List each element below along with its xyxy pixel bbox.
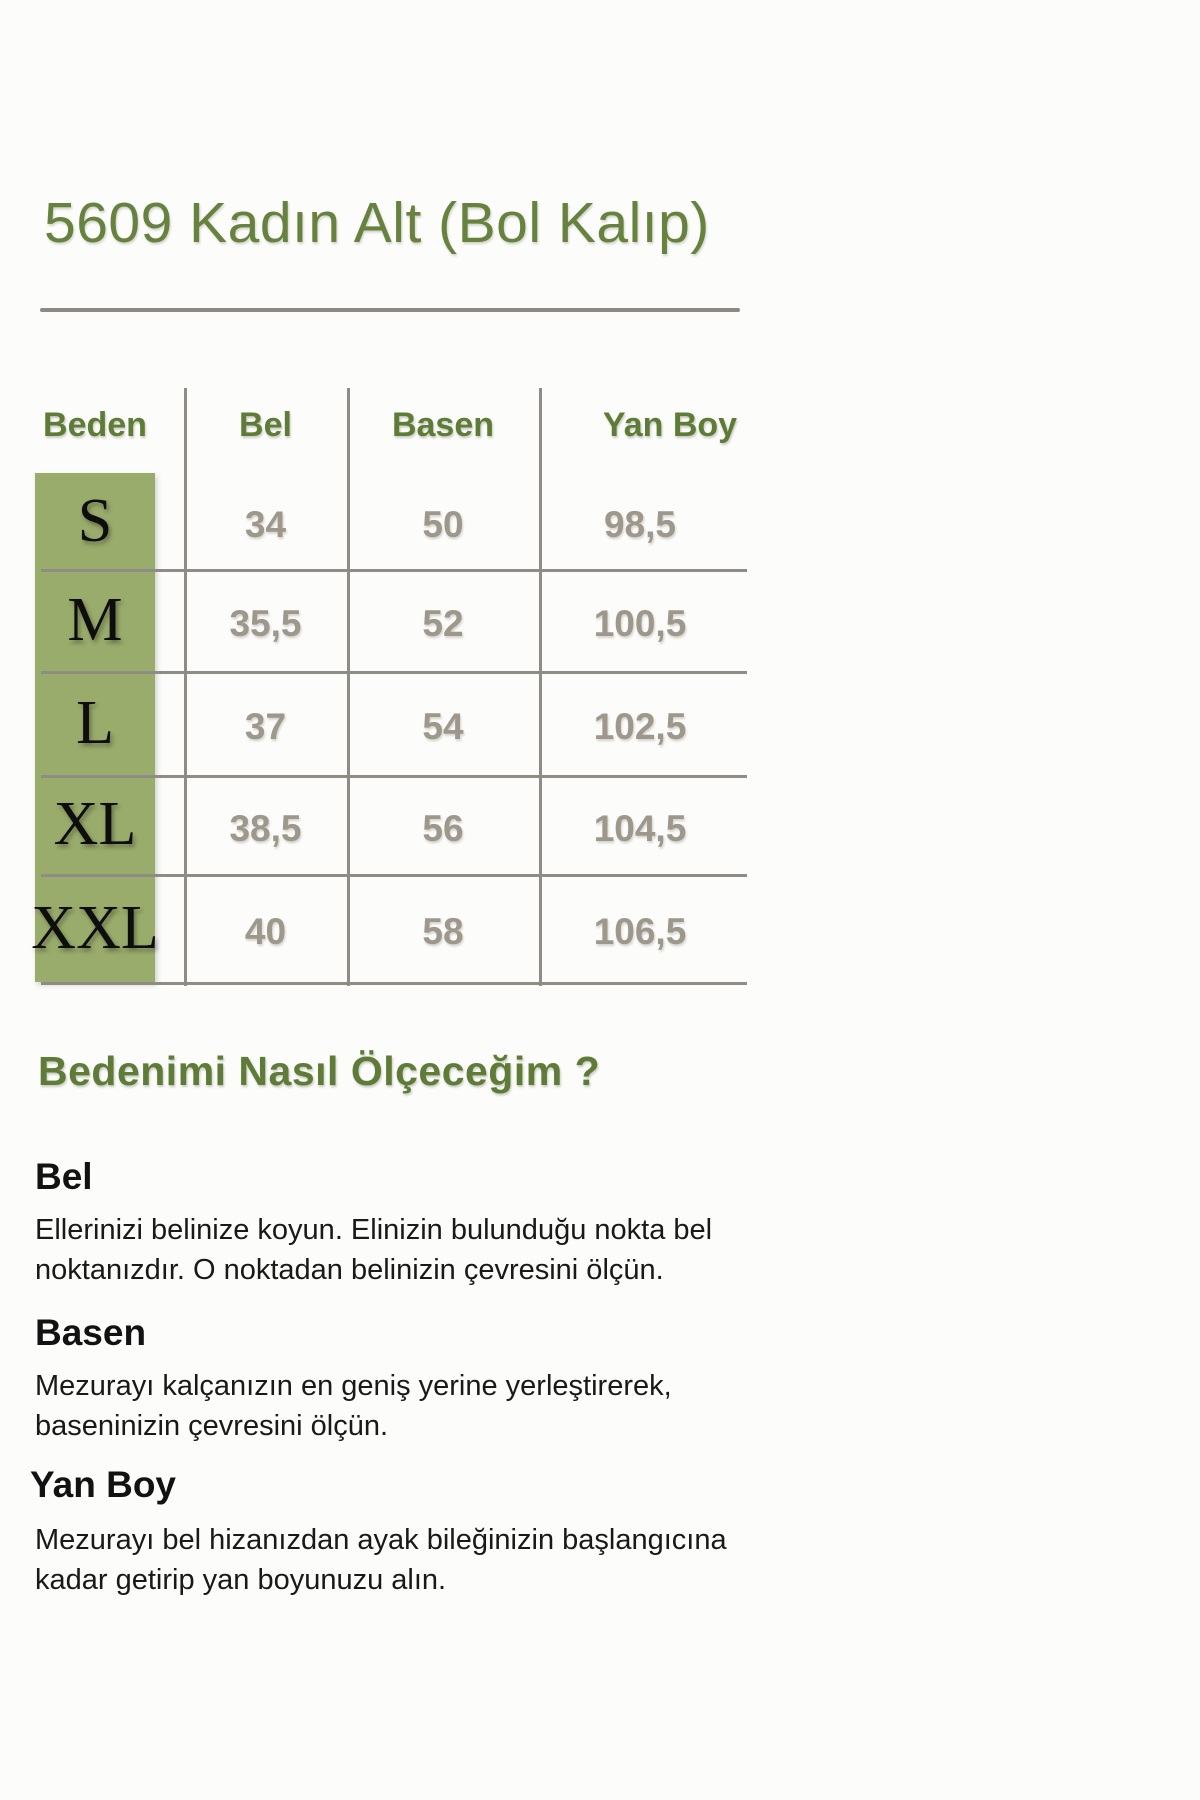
table-cell: 56 [422,807,464,849]
section-text-basen: Mezurayı kalçanızın en geniş yerine yerleştirerek, baseninizin çevresini ölçün. [35,1370,672,1442]
size-label: XXL [31,893,159,962]
size-table [31,388,747,986]
table-cell: 104,5 [593,807,687,849]
section-text-yan-boy: Mezurayı bel hizanızdan ayak bileğinizin başlangıcına kadar getirip yan boyunuzu alın. [35,1524,727,1596]
section-text-bel: Ellerinizi belinize koyun. Elinizin bulunduğu nokta bel noktanızdır. O noktadan belinizin çevresini ölçün. [35,1214,713,1286]
column-header-beden: Beden [43,405,147,444]
table-cell: 35,5 [229,603,302,644]
table-cell: 58 [422,911,464,952]
measure-guide-heading: Bedenimi Nasıl Ölçeceğim ? [38,1048,601,1094]
size-label: L [76,688,114,757]
table-cell: 50 [422,504,464,545]
page-title: 5609 Kadın Alt (Bol Kalıp) [44,191,710,255]
table-cell: 106,5 [593,911,687,952]
section-title-yan-boy: Yan Boy [30,1464,176,1505]
size-label: XL [53,790,137,858]
table-cell: 37 [244,706,287,747]
row-divider [41,982,747,985]
size-label: S [77,486,113,555]
table-cell: 100,5 [593,603,687,644]
size-label: M [67,585,123,654]
table-cell: 34 [244,504,287,545]
table-cell: 102,5 [593,706,687,747]
column-header-yan-boy: Yan Boy [602,405,738,444]
table-cell: 52 [422,603,464,644]
column-header-bel: Bel [239,405,292,444]
table-cell: 54 [422,706,464,747]
table-cell: 40 [244,911,287,952]
table-cell: 38,5 [229,807,302,849]
section-title-basen: Basen [35,1312,147,1353]
title-underline [40,308,740,312]
section-title-bel: Bel [35,1156,93,1197]
column-header-basen: Basen [391,405,495,444]
table-cell: 98,5 [603,504,676,545]
